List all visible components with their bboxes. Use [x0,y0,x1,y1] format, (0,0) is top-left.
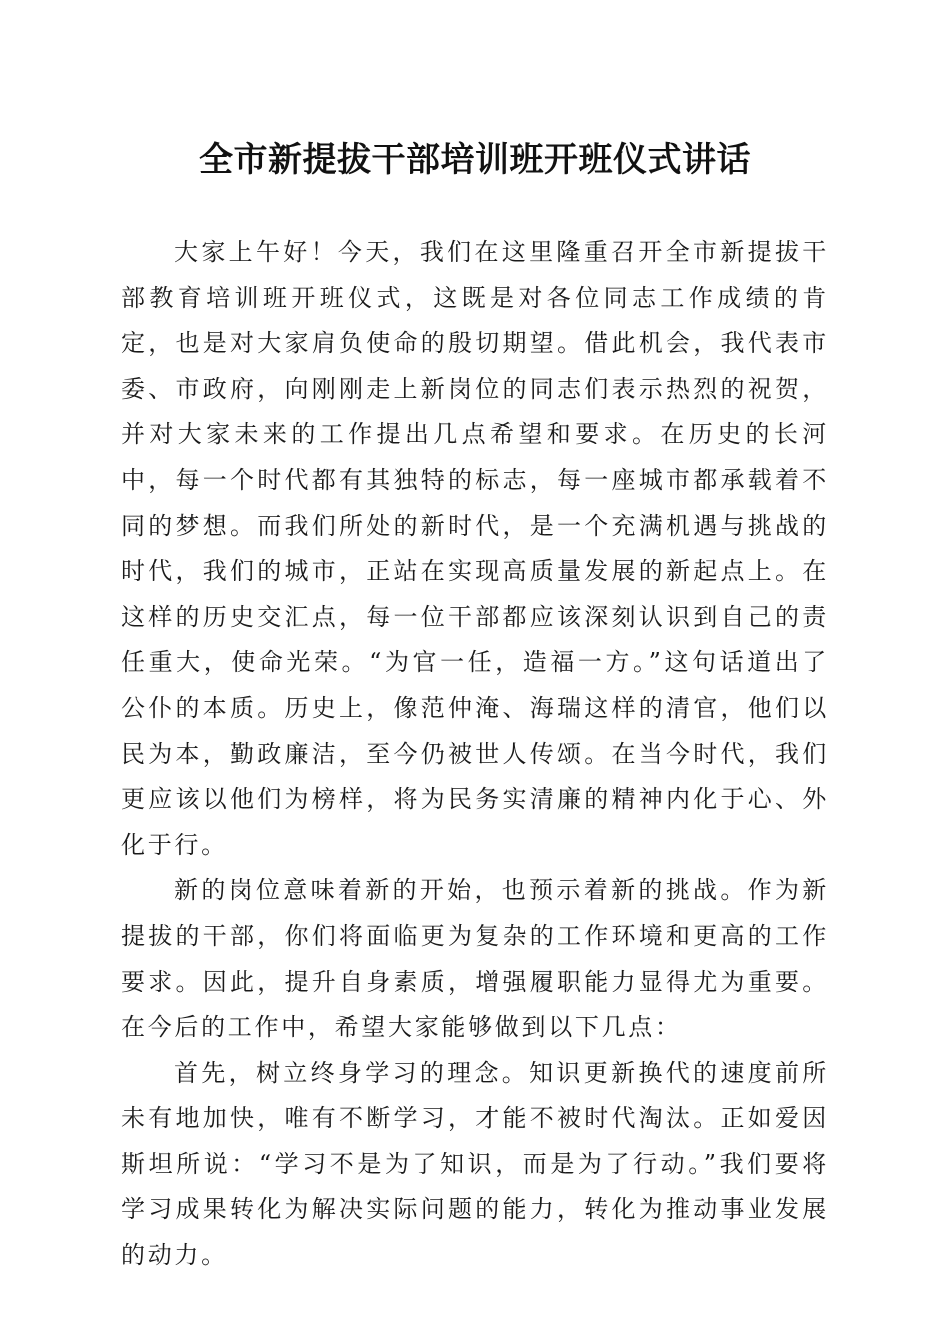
document-title: 全市新提拔干部培训班开班仪式讲话 [199,140,751,180]
paragraph: 新的岗位意味着新的开始，也预示着新的挑战。作为新提拔的干部，你们将面临更为复杂的工作环境和更高的工作要求。因此，提升自身素质，增强履职能力显得尤为重要。在今后的工作中，希望大家能够做到以下几点： [121,876,829,1042]
paragraph: 首先，树立终身学习的理念。知识更新换代的速度前所未有地加快，唯有不断学习，才能不被时代淘汰。正如爱因斯坦所说：“学习不是为了知识，而是为了行动。”我们要将学习成果转化为解决实际问题的能力，转化为推动事业发展的动力。 [121,1058,829,1270]
document-body [121,230,829,1279]
paragraph: 大家上午好！今天，我们在这里隆重召开全市新提拔干部教育培训班开班仪式，这既是对各位同志工作成绩的肯定，也是对大家肩负使命的殷切期望。借此机会，我代表市委、市政府，向刚刚走上新岗位的同志们表示热烈的祝贺，并对大家未来的工作提出几点希望和要求。在历史的长河中，每一个时代都有其独特的标志，每一座城市都承载着不同的梦想。而我们所处的新时代，是一个充满机遇与挑战的时代，我们的城市，正站在实现高质量发展的新起点上。在这样的历史交汇点，每一位干部都应该深刻认识到自己的责任重大，使命光荣。“为官一任，造福一方。”这句话道出了公仆的本质。历史上，像范仲淹、海瑞这样的清官，他们以民为本，勤政廉洁，至今仍被世人传颂。在当今时代，我们更应该以他们为榜样，将为民务实清廉的精神内化于心、外化于行。 [121,238,829,859]
